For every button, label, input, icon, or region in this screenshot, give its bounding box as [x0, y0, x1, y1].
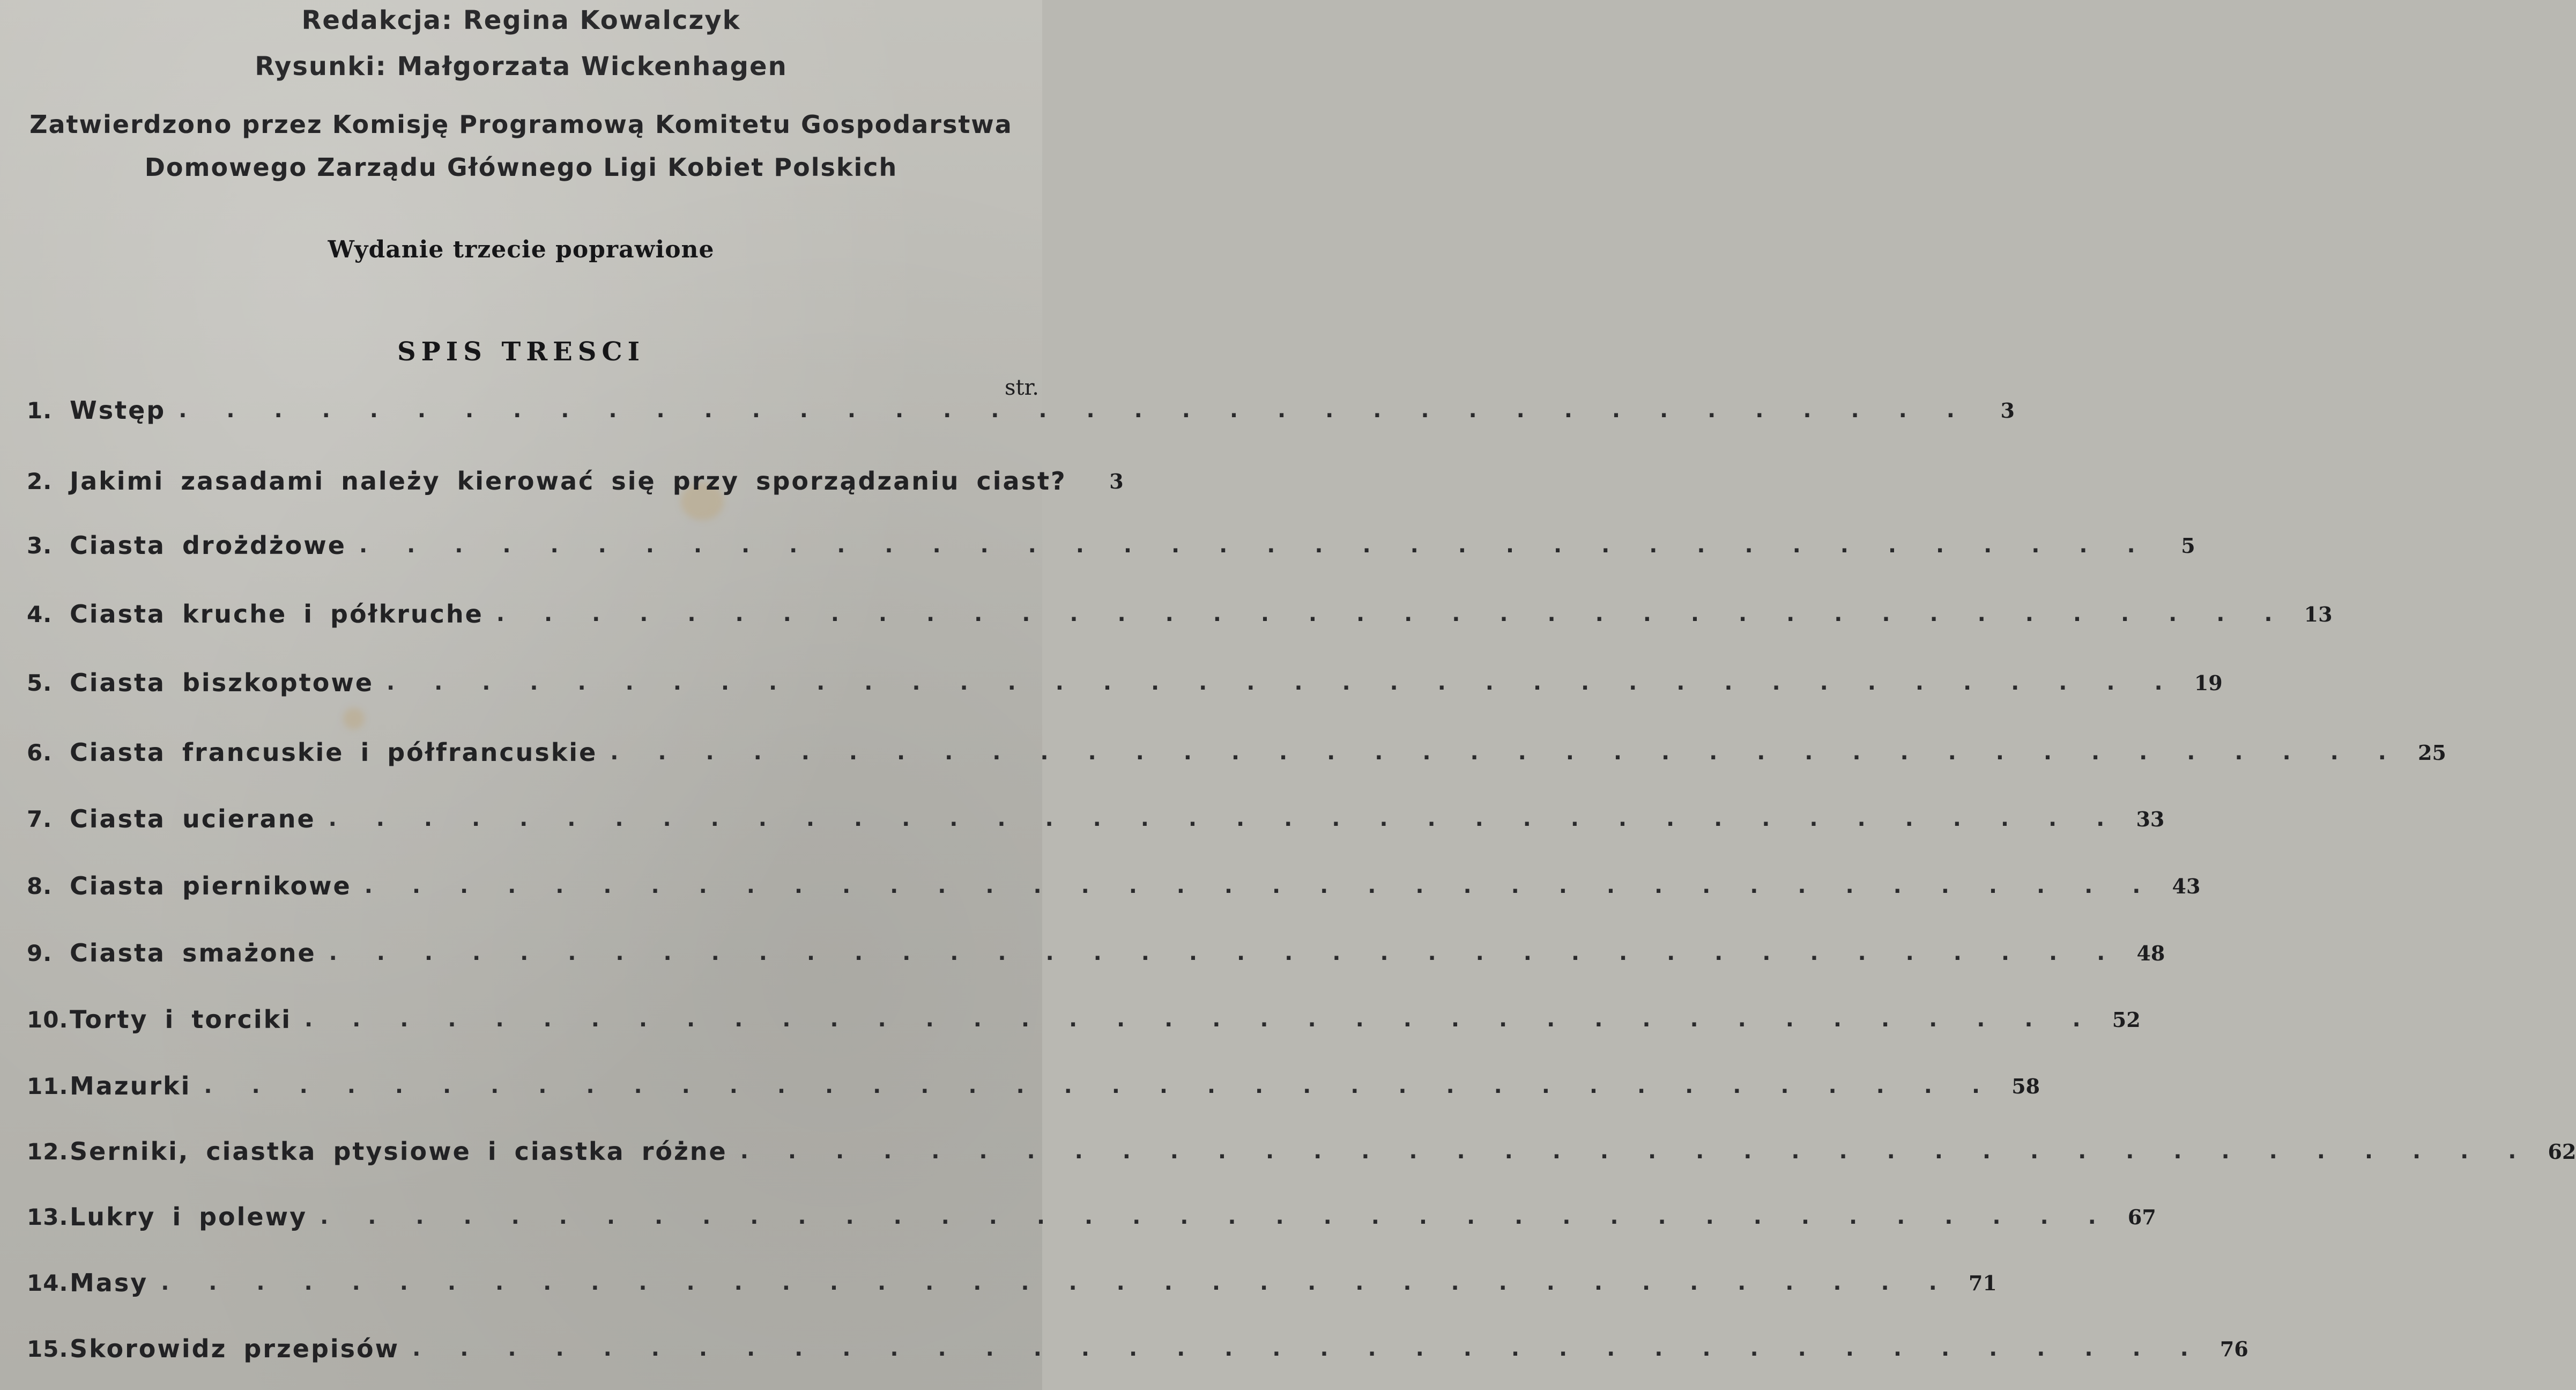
toc-entry-title: Ciasta smażone	[70, 938, 316, 967]
editor-credit: Redakcja: Regina Kowalczyk	[301, 5, 741, 35]
toc-dot-leader: . . . . . . . . . . . . . . . . . . . . . . . . . . . . . . . . . . . . . .	[740, 1139, 2533, 1164]
toc-entry-page: 3	[1109, 469, 1124, 493]
toc-entry-page: 33	[2136, 807, 2165, 831]
toc-entry	[27, 734, 2446, 771]
edition-note: Wydanie trzecie poprawione	[328, 236, 715, 263]
toc-entry-number: 10.	[27, 1006, 69, 1033]
toc-entry-number: 4.	[27, 601, 53, 627]
toc-entry	[27, 1330, 2248, 1367]
toc-entry-number: 8.	[27, 873, 53, 899]
toc-entry-title: Wstęp	[70, 396, 166, 425]
toc-entry	[27, 462, 1124, 500]
toc-entry	[27, 867, 2201, 905]
toc-entry	[27, 934, 2165, 972]
page-column-label: str.	[1004, 375, 1039, 400]
toc-dot-leader: . . . . . . . . . . . . . . . . . . . . . . . . . . . . . . . . . . . . . .	[496, 602, 2289, 626]
toc-entry-number: 5.	[27, 669, 53, 696]
toc-entry-number: 2.	[27, 468, 53, 494]
toc-entry	[27, 800, 2165, 838]
toc-entry-title: Torty i torciki	[70, 1005, 292, 1034]
toc-entry-page: 67	[2127, 1204, 2156, 1229]
toc-entry-title: Mazurki	[70, 1071, 191, 1100]
toc-entry-number: 12.	[27, 1138, 69, 1165]
toc-entry-page: 43	[2172, 874, 2201, 898]
toc-dot-leader: . . . . . . . . . . . . . . . . . . . . . . . . . . . . . . . . . . . . . .	[329, 941, 2121, 965]
toc-entry-title: Ciasta francuskie i półfrancuskie	[70, 738, 598, 767]
toc-entry-number: 13.	[27, 1203, 69, 1230]
approval-line-1: Zatwierdzono przez Komisję Programową Komitetu Gospodarstwa	[29, 110, 1013, 139]
toc-entry-page: 76	[2219, 1336, 2248, 1361]
toc-dot-leader: . . . . . . . . . . . . . . . . . . . . . . . . . . . . . . . . . . . . . .	[320, 1204, 2112, 1229]
toc-entry	[27, 1067, 2040, 1105]
toc-entry-title: Jakimi zasadami należy kierować się przy sporządzaniu ciast?	[70, 467, 1067, 496]
toc-dot-leader: . . . . . . . . . . . . . . . . . . . . . . . . . . . . . . . . . . . . . .	[359, 533, 2151, 558]
toc-entry-title: Ciasta piernikowe	[70, 871, 352, 900]
toc-entry-page: 48	[2136, 941, 2165, 965]
toc-entry-title: Ciasta kruche i półkruche	[70, 600, 484, 629]
toc-entry	[27, 1133, 2576, 1170]
toc-entry-number: 1.	[27, 397, 53, 424]
toc-entry-title: Serniki, ciastka ptysiowe i ciastka różne	[70, 1137, 727, 1166]
toc-entry-page: 5	[2181, 533, 2195, 558]
toc-entry	[27, 595, 2333, 633]
toc-entry-number: 9.	[27, 940, 53, 966]
toc-entry-title: Masy	[70, 1268, 149, 1297]
toc-dot-leader: . . . . . . . . . . . . . . . . . . . . . . . . . . . . . . . . . . . . . .	[364, 874, 2157, 898]
toc-entry-page: 25	[2418, 740, 2446, 765]
toc-dot-leader: . . . . . . . . . . . . . . . . . . . . . . . . . . . . . . . . . . . . . .	[328, 807, 2121, 831]
toc-entry-title: Skorowidz przepisów	[70, 1334, 400, 1363]
toc-dot-leader: . . . . . . . . . . . . . . . . . . . . . . . . . . . . . . . . . . . . . .	[610, 740, 2402, 765]
toc-entry-number: 7.	[27, 805, 53, 832]
toc-dot-leader: . . . . . . . . . . . . . . . . . . . . . . . . . . . . . . . . . . . . . .	[305, 1007, 2097, 1032]
illustrations-credit: Rysunki: Małgorzata Wickenhagen	[255, 51, 788, 82]
toc-entry	[27, 1264, 1997, 1302]
toc-entry-title: Ciasta ucierane	[70, 804, 316, 833]
toc-entry-number: 15.	[27, 1335, 69, 1362]
toc-dot-leader: . . . . . . . . . . . . . . . . . . . . . . . . . . . . . . . . . . . . . .	[204, 1074, 1996, 1098]
toc-heading: SPIS TRESCI	[397, 337, 645, 367]
toc-entry-title: Ciasta biszkoptowe	[70, 668, 374, 697]
toc-entry-number: 14.	[27, 1269, 69, 1296]
toc-entry	[27, 1001, 2141, 1038]
toc-entry-page: 13	[2304, 602, 2333, 626]
toc-entry-title: Ciasta drożdżowe	[70, 531, 346, 560]
toc-entry-title: Lukry i polewy	[70, 1202, 308, 1231]
toc-entry-page: 19	[2194, 670, 2223, 695]
toc-dot-leader: . . . . . . . . . . . . . . . . . . . . . . . . . . . . . . . . . . . . . .	[412, 1336, 2204, 1361]
toc-dot-leader: . . . . . . . . . . . . . . . . . . . . . . . . . . . . . . . . . . . . . .	[387, 670, 2179, 695]
toc-entry-page: 52	[2112, 1007, 2141, 1032]
approval-line-2: Domowego Zarządu Głównego Ligi Kobiet Polskich	[144, 153, 898, 182]
toc-entry-number: 6.	[27, 739, 53, 766]
toc-dot-leader: . . . . . . . . . . . . . . . . . . . . . . . . . . . . . . . . . . . . . .	[179, 398, 1971, 423]
toc-entry-page: 62	[2548, 1139, 2576, 1164]
toc-entry-page: 58	[2011, 1074, 2040, 1098]
toc-entry	[27, 527, 2195, 564]
toc-entry-page: 3	[2000, 398, 2015, 423]
toc-entry	[27, 1198, 2156, 1236]
toc-entry	[27, 664, 2223, 701]
toc-entry-page: 71	[1968, 1270, 1997, 1295]
toc-entry-number: 3.	[27, 532, 53, 559]
toc-dot-leader: . . . . . . . . . . . . . . . . . . . . . . . . . . . . . . . . . . . . . .	[161, 1270, 1953, 1295]
toc-entry	[27, 391, 2015, 429]
toc-entry-number: 11.	[27, 1073, 69, 1099]
